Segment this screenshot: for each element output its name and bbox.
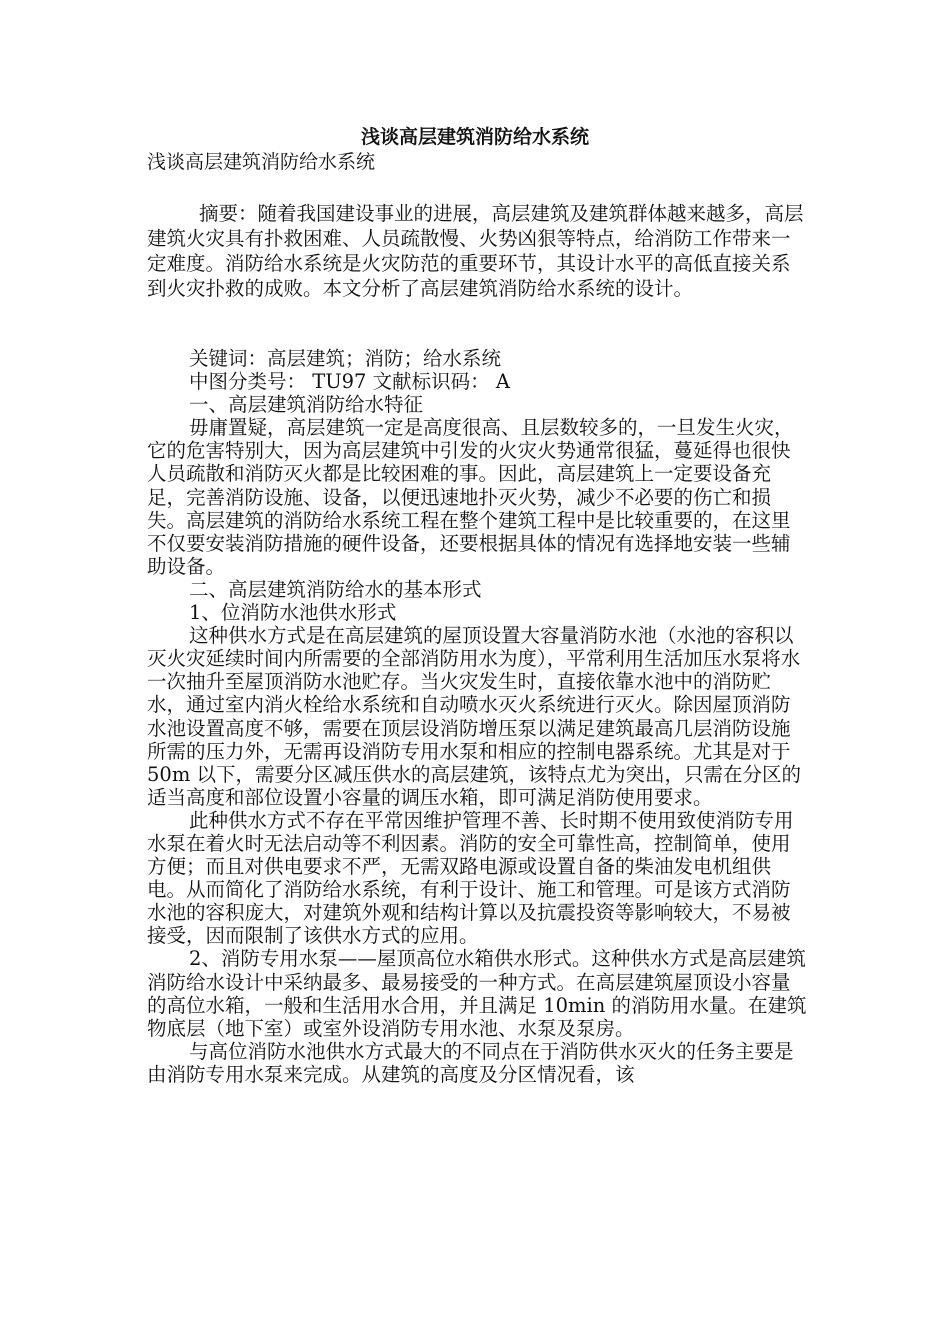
document-title: 浅谈高层建筑消防给水系统	[360, 126, 589, 148]
subsection-1-paragraph-1: 这种供水方式是在高层建筑的屋顶设置大容量消防水池（水池的容积以灭火灾延续时间内所需要的全部消防用水为度），平常利用生活加压水泵将水一次抽升至屋顶消防水池贮存。当火灾发生时，直接依靠水池中的消防贮水，通过室内消火栓给水系统和自动喷水灭火系统进行灭火。除因屋顶消防水池设置高度不够，需要在顶层设消防增压泵以满足建筑最高几层消防设施所需的压力外，无需再设消防专用水泵和相应的控制电器系统。尤其是对于 50m 以下，需要分区减压供水的高层建筑，该特点尤为突出，只需在分区的适当高度和部位设置小容量的调压水箱，即可满足消防使用要求。	[147, 624, 802, 809]
subsection-1-paragraph-2: 此种供水方式不存在平常因维护管理不善、长时期不使用致使消防专用水泵在着火时无法启动等不利因素。消防的安全可靠性高，控制简单，使用方便；而且对供电要求不严，无需双路电源或设置自备的柴油发电机组供电。从而简化了消防给水系统，有利于设计、施工和管理。可是该方式消防水池的容积庞大，对建筑外观和结构计算以及抗震投资等影响较大，不易被接受，因而限制了该供水方式的应用。	[147, 808, 794, 948]
keywords-line: 关键词：高层建筑；消防；给水系统	[189, 347, 502, 370]
subsection-2-paragraph-1: 2、消防专用水泵——屋顶高位水箱供水形式。这种供水方式是高层建筑消防给水设计中采纳最多、最易接受的一种方式。在高层建筑屋顶设小容量的高位水箱，一般和生活用水合用，并且满足 10min 的消防用水量。在建筑物底层（地下室）或室外设消防专用水池、水泵及泵房。	[147, 947, 807, 1040]
section-heading-1: 一、高层建筑消防给水特征	[189, 393, 424, 417]
classification-line: 中图分类号： TU97 文献标识码： A	[189, 370, 510, 394]
abstract-paragraph: 摘要：随着我国建设事业的进展，高层建筑及建筑群体越来越多，高层建筑火灾具有扑救困难、人员疏散慢、火势凶狠等特点，给消防工作带来一定难度。消防给水系统是火灾防范的重要环节，其设计水平的高低直接关系到火灾扑救的成败。本文分析了高层建筑消防给水系统的设计。	[147, 202, 804, 300]
subsection-heading-1: 1、位消防水池供水形式	[189, 601, 397, 625]
section-1-paragraph: 毋庸置疑，高层建筑一定是高度很高、且层数较多的，一旦发生火灾，它的危害特别大，因为高层建筑中引发的火灾火势通常很猛，蔓延得也很快人员疏散和消防灭火都是比较困难的事。因此，高层建筑上一定要设备充足，完善消防设施、设备，以便迅速地扑灭火势，减少不必要的伤亡和损失。高层建筑的消防给水系统工程在整个建筑工程中是比较重要的，在这里不仅要安装消防措施的硬件设备，还要根据具体的情况有选择地安装一些辅助设备。	[147, 416, 794, 578]
subsection-2-paragraph-2: 与高位消防水池供水方式最大的不同点在于消防供水灭火的任务主要是由消防专用水泵来完成。从建筑的高度及分区情况看，该	[147, 1039, 794, 1086]
document-subtitle: 浅谈高层建筑消防给水系统	[147, 151, 376, 173]
body-content	[147, 347, 807, 1086]
section-heading-2: 二、高层建筑消防给水的基本形式	[189, 577, 482, 601]
